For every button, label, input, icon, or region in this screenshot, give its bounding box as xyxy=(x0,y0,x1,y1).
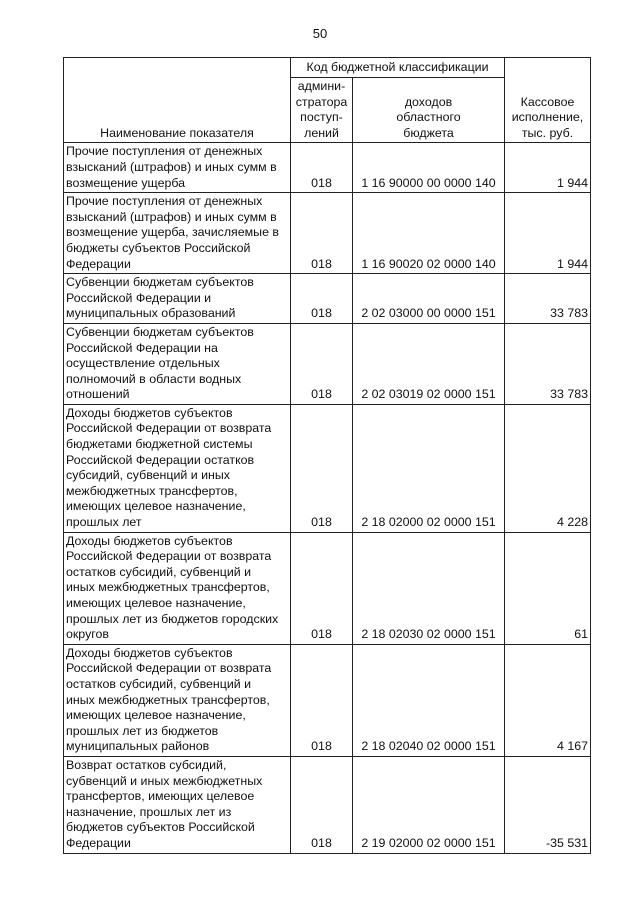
indicator-name-line: прошлых лет из бюджетов xyxy=(66,723,219,738)
indicator-name-line: Российской Федерации от возврата xyxy=(66,549,272,564)
table-row xyxy=(64,274,591,324)
table-body xyxy=(64,143,591,853)
indicator-name-line: взысканий (штрафов) и иных сумм в xyxy=(66,159,277,174)
indicator-name-line: Субвенции бюджетам субъектов xyxy=(66,324,254,339)
indicator-name-cell xyxy=(64,274,291,324)
indicator-name-line: бюджетов субъектов Российской xyxy=(66,820,255,835)
indicator-name-line: прошлых лет xyxy=(66,515,142,530)
column-header-code-group: Код бюджетной классификации xyxy=(291,58,505,78)
header-line: областного xyxy=(396,110,461,125)
indicator-name-line: возмещение ущерба xyxy=(66,175,186,190)
budget-table xyxy=(63,57,591,854)
header-line: бюджета xyxy=(403,125,454,140)
indicator-name-cell xyxy=(64,644,291,756)
indicator-name-line: Российской Федерации от возврата xyxy=(66,421,272,436)
indicator-name-cell xyxy=(64,193,291,274)
indicator-name-cell xyxy=(64,323,291,404)
header-line: админи- xyxy=(297,79,346,93)
table-row xyxy=(64,404,591,532)
header-line: тыс. руб. xyxy=(521,125,574,140)
indicator-name-line: межбюджетных трансфертов, xyxy=(66,483,238,498)
indicator-name-line: Российской Федерации от возврата xyxy=(66,661,272,676)
income-code-cell: 2 19 02000 02 0000 151 xyxy=(353,756,505,853)
table-row xyxy=(64,143,591,193)
indicator-name-line: муниципальных районов xyxy=(66,739,210,754)
indicator-name-cell xyxy=(64,532,291,644)
amount-cell: 1 944 xyxy=(505,143,591,193)
column-header-name: Наименование показателя xyxy=(64,58,291,143)
indicator-name-line: назначение, прошлых лет из xyxy=(66,804,232,819)
indicator-name-line: Доходы бюджетов субъектов xyxy=(66,405,233,420)
indicator-name-line: Прочие поступления от денежных xyxy=(66,144,263,159)
income-code-cell: 2 18 02040 02 0000 151 xyxy=(353,644,505,756)
column-header-admin xyxy=(291,78,353,143)
indicator-name-line: Прочие поступления от денежных xyxy=(66,194,263,209)
amount-cell: -35 531 xyxy=(505,756,591,853)
income-code-cell: 2 18 02000 02 0000 151 xyxy=(353,404,505,532)
amount-cell: 33 783 xyxy=(505,323,591,404)
indicator-name-line: субвенций и иных межбюджетных xyxy=(66,773,263,788)
indicator-name-line: прошлых лет из бюджетов городских xyxy=(66,611,279,626)
amount-cell: 1 944 xyxy=(505,193,591,274)
amount-cell: 4 228 xyxy=(505,404,591,532)
income-code-cell: 1 16 90020 02 0000 140 xyxy=(353,193,505,274)
income-code-cell: 1 16 90000 00 0000 140 xyxy=(353,143,505,193)
indicator-name-line: Федерации xyxy=(66,256,131,271)
indicator-name-line: округов xyxy=(66,627,109,642)
indicator-name-line: субсидий, субвенций и иных xyxy=(66,468,230,483)
indicator-name-line: остатков субсидий, субвенций и xyxy=(66,676,252,691)
indicator-name-line: отношений xyxy=(66,387,130,402)
indicator-name-line: осуществление отдельных xyxy=(66,356,220,371)
header-line: поступ- xyxy=(300,110,343,125)
indicator-name-line: взысканий (штрафов) и иных сумм в xyxy=(66,209,277,224)
indicator-name-line: возмещение ущерба, зачисляемые в xyxy=(66,225,279,240)
indicator-name-line: остатков субсидий, субвенций и xyxy=(66,564,252,579)
indicator-name-line: полномочий в области водных xyxy=(66,371,242,386)
admin-code-cell: 018 xyxy=(291,143,353,193)
column-header-income xyxy=(353,78,505,143)
indicator-name-line: Доходы бюджетов субъектов xyxy=(66,533,233,548)
table-row xyxy=(64,193,591,274)
indicator-name-line: Субвенции бюджетам субъектов xyxy=(66,275,254,290)
income-code-cell: 2 18 02030 02 0000 151 xyxy=(353,532,505,644)
amount-cell: 33 783 xyxy=(505,274,591,324)
admin-code-cell: 018 xyxy=(291,644,353,756)
indicator-name-line: Российской Федерации остатков xyxy=(66,452,255,467)
admin-code-cell: 018 xyxy=(291,532,353,644)
table-row xyxy=(64,756,591,853)
table-row xyxy=(64,644,591,756)
indicator-name-line: Доходы бюджетов субъектов xyxy=(66,645,233,660)
table-row xyxy=(64,323,591,404)
indicator-name-line: муниципальных образований xyxy=(66,306,236,321)
admin-code-cell: 018 xyxy=(291,193,353,274)
admin-code-cell: 018 xyxy=(291,274,353,324)
indicator-name-line: бюджеты субъектов Российской xyxy=(66,240,251,255)
header-line: лений xyxy=(304,125,339,140)
admin-code-cell: 018 xyxy=(291,756,353,853)
indicator-name-line: имеющих целевое назначение, xyxy=(66,499,246,514)
income-code-cell: 2 02 03000 00 0000 151 xyxy=(353,274,505,324)
indicator-name-line: имеющих целевое назначение, xyxy=(66,596,246,610)
column-header-amount xyxy=(505,58,591,143)
indicator-name-line: бюджетами бюджетной системы xyxy=(66,437,253,452)
indicator-name-cell xyxy=(64,143,291,193)
indicator-name-line: имеющих целевое назначение, xyxy=(66,708,246,723)
header-line: доходов xyxy=(404,94,453,109)
header-line: Кассовое xyxy=(520,94,575,109)
header-line: стратора xyxy=(295,94,348,109)
admin-code-cell: 018 xyxy=(291,404,353,532)
indicator-name-cell xyxy=(64,404,291,532)
header-line: исполнение, xyxy=(511,110,584,125)
indicator-name-line: иных межбюджетных трансфертов, xyxy=(66,692,270,707)
indicator-name-line: Возврат остатков субсидий, xyxy=(66,757,227,772)
table-row xyxy=(64,532,591,644)
admin-code-cell: 018 xyxy=(291,323,353,404)
indicator-name-line: Российской Федерации на xyxy=(66,340,218,355)
amount-cell: 4 167 xyxy=(505,644,591,756)
indicator-name-line: иных межбюджетных трансфертов, xyxy=(66,580,270,595)
income-code-cell: 2 02 03019 02 0000 151 xyxy=(353,323,505,404)
indicator-name-line: Российской Федерации и xyxy=(66,290,212,305)
page-number: 50 xyxy=(312,26,328,41)
indicator-name-line: Федерации xyxy=(66,835,131,850)
indicator-name-cell xyxy=(64,756,291,853)
amount-cell: 61 xyxy=(505,532,591,644)
indicator-name-line: трансфертов, имеющих целевое xyxy=(66,789,255,804)
